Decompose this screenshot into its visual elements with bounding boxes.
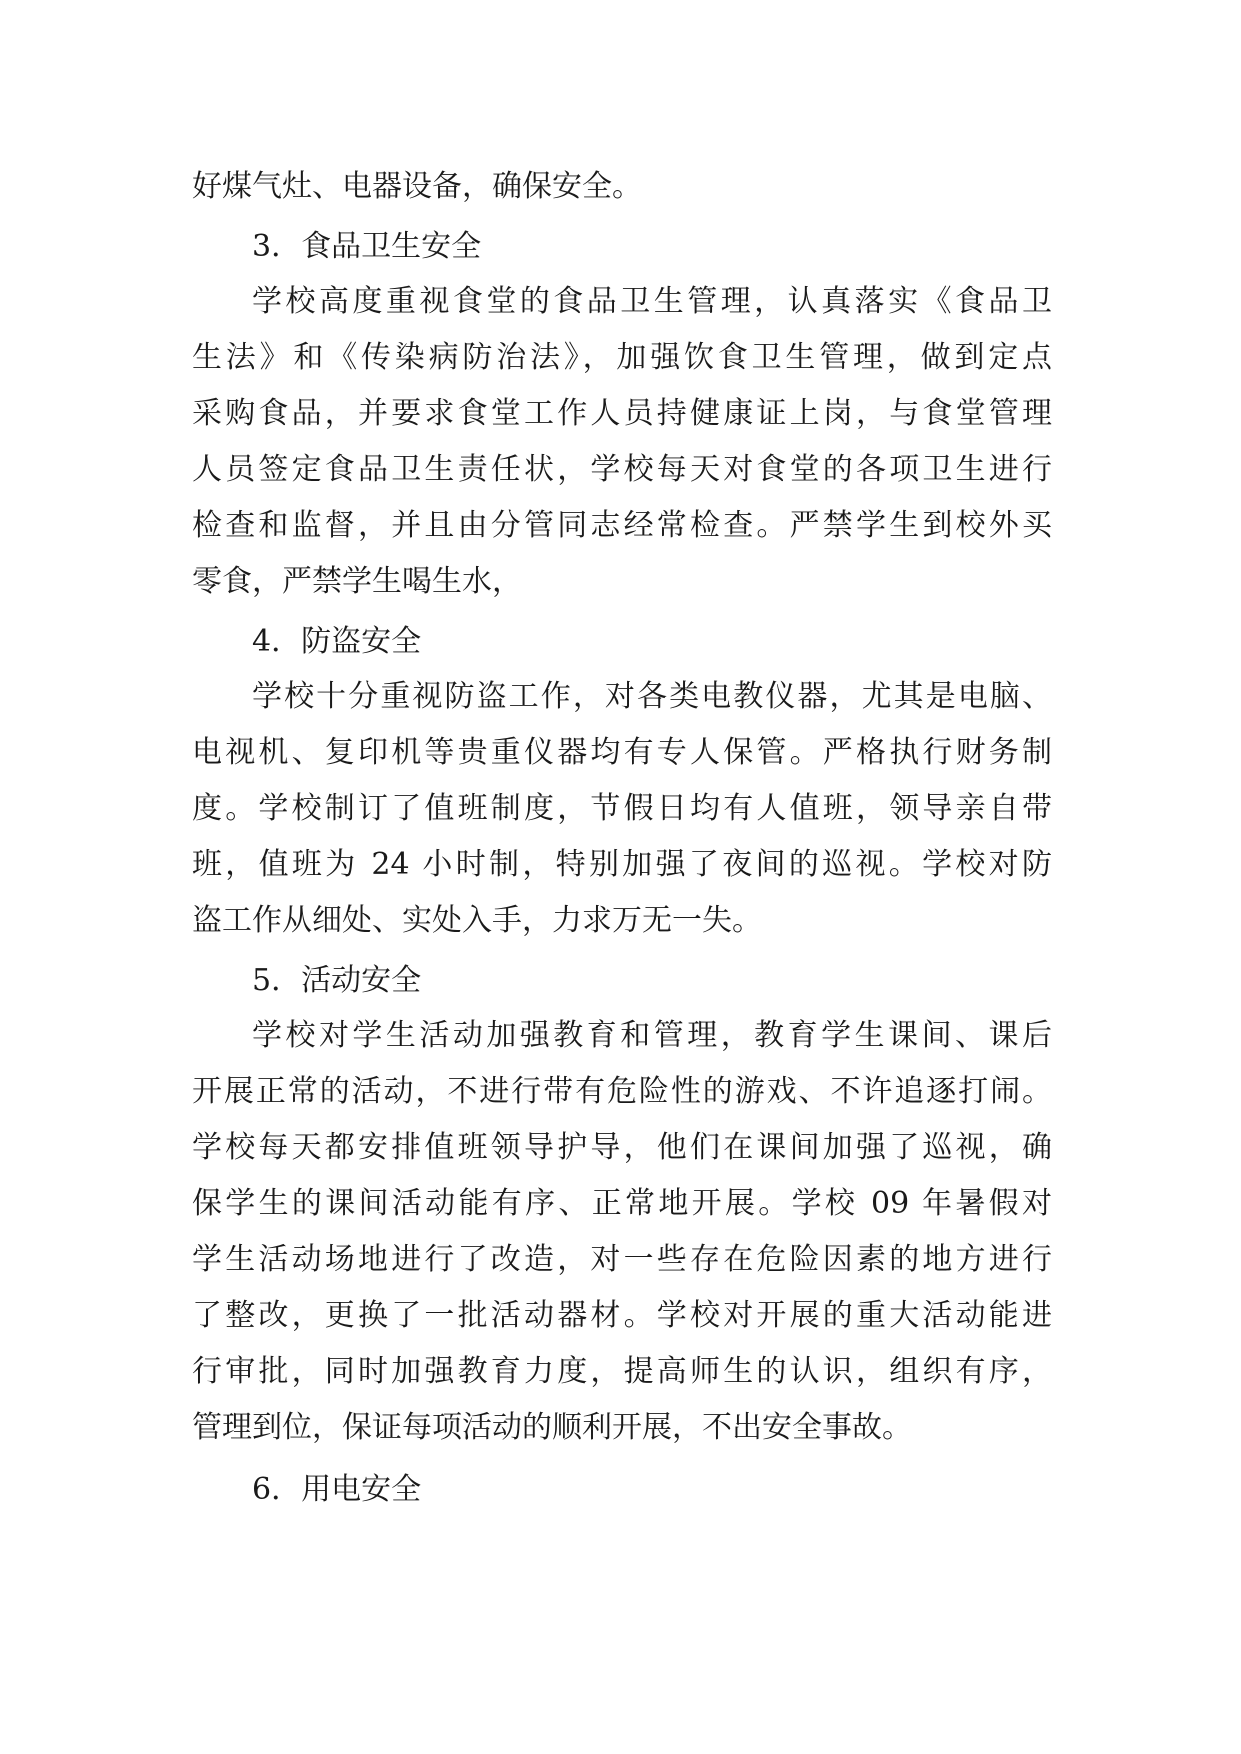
text-line: 人员签定食品卫生责任状，学校每天对食堂的各项卫生进行: [192, 452, 1052, 487]
text-line: 学校对学生活动加强教育和管理，教育学生课间、课后: [252, 1018, 1052, 1053]
text-line: 行审批，同时加强教育力度，提高师生的认识，组织有序，: [192, 1354, 1052, 1389]
text-line: 好煤气灶、电器设备，确保安全。: [192, 169, 642, 204]
text-line: 学校高度重视食堂的食品卫生管理，认真落实《食品卫: [252, 284, 1052, 319]
section-heading-activity-safety: 5．活动安全: [252, 963, 422, 998]
text-line: 了整改，更换了一批活动器材。学校对开展的重大活动能进: [192, 1298, 1052, 1333]
text-line: 采购食品，并要求食堂工作人员持健康证上岗，与食堂管理: [192, 396, 1052, 431]
text-line: 盗工作从细处、实处入手，力求万无一失。: [192, 903, 762, 938]
text-line: 电视机、复印机等贵重仪器均有专人保管。严格执行财务制: [192, 735, 1052, 770]
section-heading-theft-prevention: 4．防盗安全: [252, 624, 422, 659]
text-line: 管理到位，保证每项活动的顺利开展，不出安全事故。: [192, 1410, 912, 1445]
section-heading-electricity-safety: 6．用电安全: [252, 1472, 422, 1507]
text-line: 零食，严禁学生喝生水，: [192, 564, 522, 599]
text-line: 生法》和《传染病防治法》，加强饮食卫生管理，做到定点: [192, 340, 1052, 375]
text-line: 开展正常的活动，不进行带有危险性的游戏、不许追逐打闹。: [192, 1074, 1052, 1109]
text-line: 学校十分重视防盗工作，对各类电教仪器，尤其是电脑、: [252, 679, 1052, 714]
text-line: 学校每天都安排值班领导护导，他们在课间加强了巡视，确: [192, 1130, 1052, 1165]
section-heading-food-safety: 3．食品卫生安全: [252, 229, 482, 264]
text-line: 学生活动场地进行了改造，对一些存在危险因素的地方进行: [192, 1242, 1052, 1277]
text-line: 检查和监督，并且由分管同志经常检查。严禁学生到校外买: [192, 508, 1052, 543]
text-line: 保学生的课间活动能有序、正常地开展。学校 09 年暑假对: [192, 1186, 1052, 1221]
text-line: 度。学校制订了值班制度，节假日均有人值班，领导亲自带: [192, 791, 1052, 826]
text-line: 班，值班为 24 小时制，特别加强了夜间的巡视。学校对防: [192, 847, 1052, 882]
